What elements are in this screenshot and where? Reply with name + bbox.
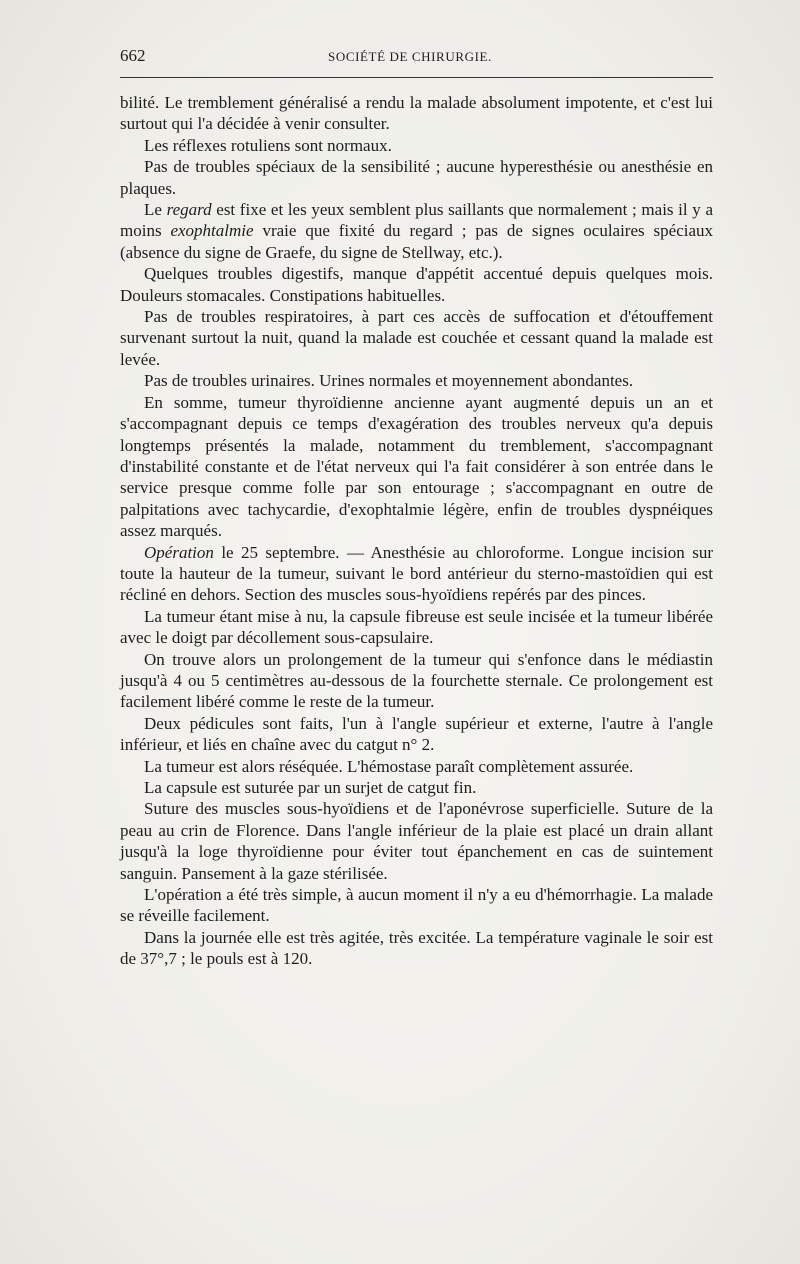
italic-term-exophtalmie: exophtalmie [170, 221, 254, 241]
body-text [120, 92, 713, 970]
paragraph: La tumeur étant mise à nu, la capsule fibreuse est seule incisée et la tumeur libérée avec le doigt par décollement sous-capsulaire. [120, 606, 713, 648]
paragraph: Pas de troubles urinaires. Urines normales et moyennement abondantes. [144, 371, 634, 391]
header-rule [120, 77, 713, 78]
paragraph [120, 542, 713, 606]
paragraph-lead: Le [144, 200, 167, 220]
italic-term-operation: Opération [144, 542, 214, 562]
paragraph-mid: est fixe et les yeux semblent plus saillants que normalement ; mais il y a moins [120, 200, 713, 241]
paragraph: Dans la journée elle est très agitée, très excitée. La température vaginale le soir est de 37°,7 ; le pouls est à 120. [120, 927, 713, 969]
paragraph: Pas de troubles respiratoires, à part ces accès de suffocation et d'étouffement survenant surtout la nuit, quand la malade est couchée et cessant quand la malade est levée. [120, 307, 713, 369]
paragraph: La capsule est suturée par un surjet de catgut fin. [144, 778, 477, 797]
paragraph: La tumeur est alors réséquée. L'hémostase paraît complètement assurée. [144, 756, 634, 776]
paragraph: Suture des muscles sous-hyoïdiens et de l'aponévrose superficielle. Suture de la peau au crin de Florence. Dans l'angle inférieur de la plaie est placé un drain allant jusqu'à la loge thyroïdienne pour éviter tout épanchement en cas de suintement sanguin. Pansement à la gaze stérilisée. [120, 799, 713, 883]
paragraph: Les réflexes rotuliens sont normaux. [144, 135, 392, 155]
paragraph: bilité. Le tremblement généralisé a rendu la malade absolument impotente, et c'est lui surtout qui l'a décidée à venir consulter. [120, 93, 713, 134]
page-header [120, 46, 713, 70]
paragraph: On trouve alors un prolongement de la tumeur qui s'enfonce dans le médiastin jusqu'à 4 ou 5 centimètres au-dessous de la fourchette sternale. Ce prolongement est facilement libéré comme le reste de la tumeur. [120, 649, 713, 712]
page-number: 662 [120, 46, 146, 65]
paragraph: Deux pédicules sont faits, l'un à l'angle supérieur et externe, l'autre à l'angle inférieur, et liés en chaîne avec du catgut n° 2. [120, 713, 713, 755]
paragraph-tail: vraie que fixité du regard ; pas de signes oculaires spéciaux (absence du signe de Graefe, du signe de Stellway, etc.). [120, 221, 714, 262]
paragraph: En somme, tumeur thyroïdienne ancienne ayant augmenté depuis un an et s'accompagnant depuis ce temps d'exagération des troubles nerveux qu'a depuis longtemps présentés la malade, notamment du tremblement, s'accompagnant d'instabilité constante et de l'état nerveux qui l'a fait considérer à son entrée dans le service presque comme folle par son entourage ; s'accompagnant en outre de palpitations avec tachycardie, d'exophtalmie légère, enfin de troubles dyspnéiques assez marqués. [120, 392, 713, 541]
paragraph-body: le 25 septembre. — Anesthésie au chloroforme. Longue incision sur toute la hauteur de la tumeur, suivant le bord antérieur du sterno-mastoïdien qui est récliné en dehors. Section des muscles sous-hyoïdiens repérés par des pinces. [120, 542, 713, 605]
paragraph: Pas de troubles spéciaux de la sensibilité ; aucune hyperesthésie ou anesthésie en plaques. [120, 157, 713, 198]
paragraph [120, 199, 713, 263]
paragraph: L'opération a été très simple, à aucun moment il n'y a eu d'hémorrhagie. La malade se réveille facilement. [120, 885, 713, 926]
running-head: SOCIÉTÉ DE CHIRURGIE. [328, 49, 492, 64]
italic-term-regard: regard [166, 200, 212, 220]
paragraph: Quelques troubles digestifs, manque d'appétit accentué depuis quelques mois. Douleurs stomacales. Constipations habituelles. [120, 264, 713, 305]
